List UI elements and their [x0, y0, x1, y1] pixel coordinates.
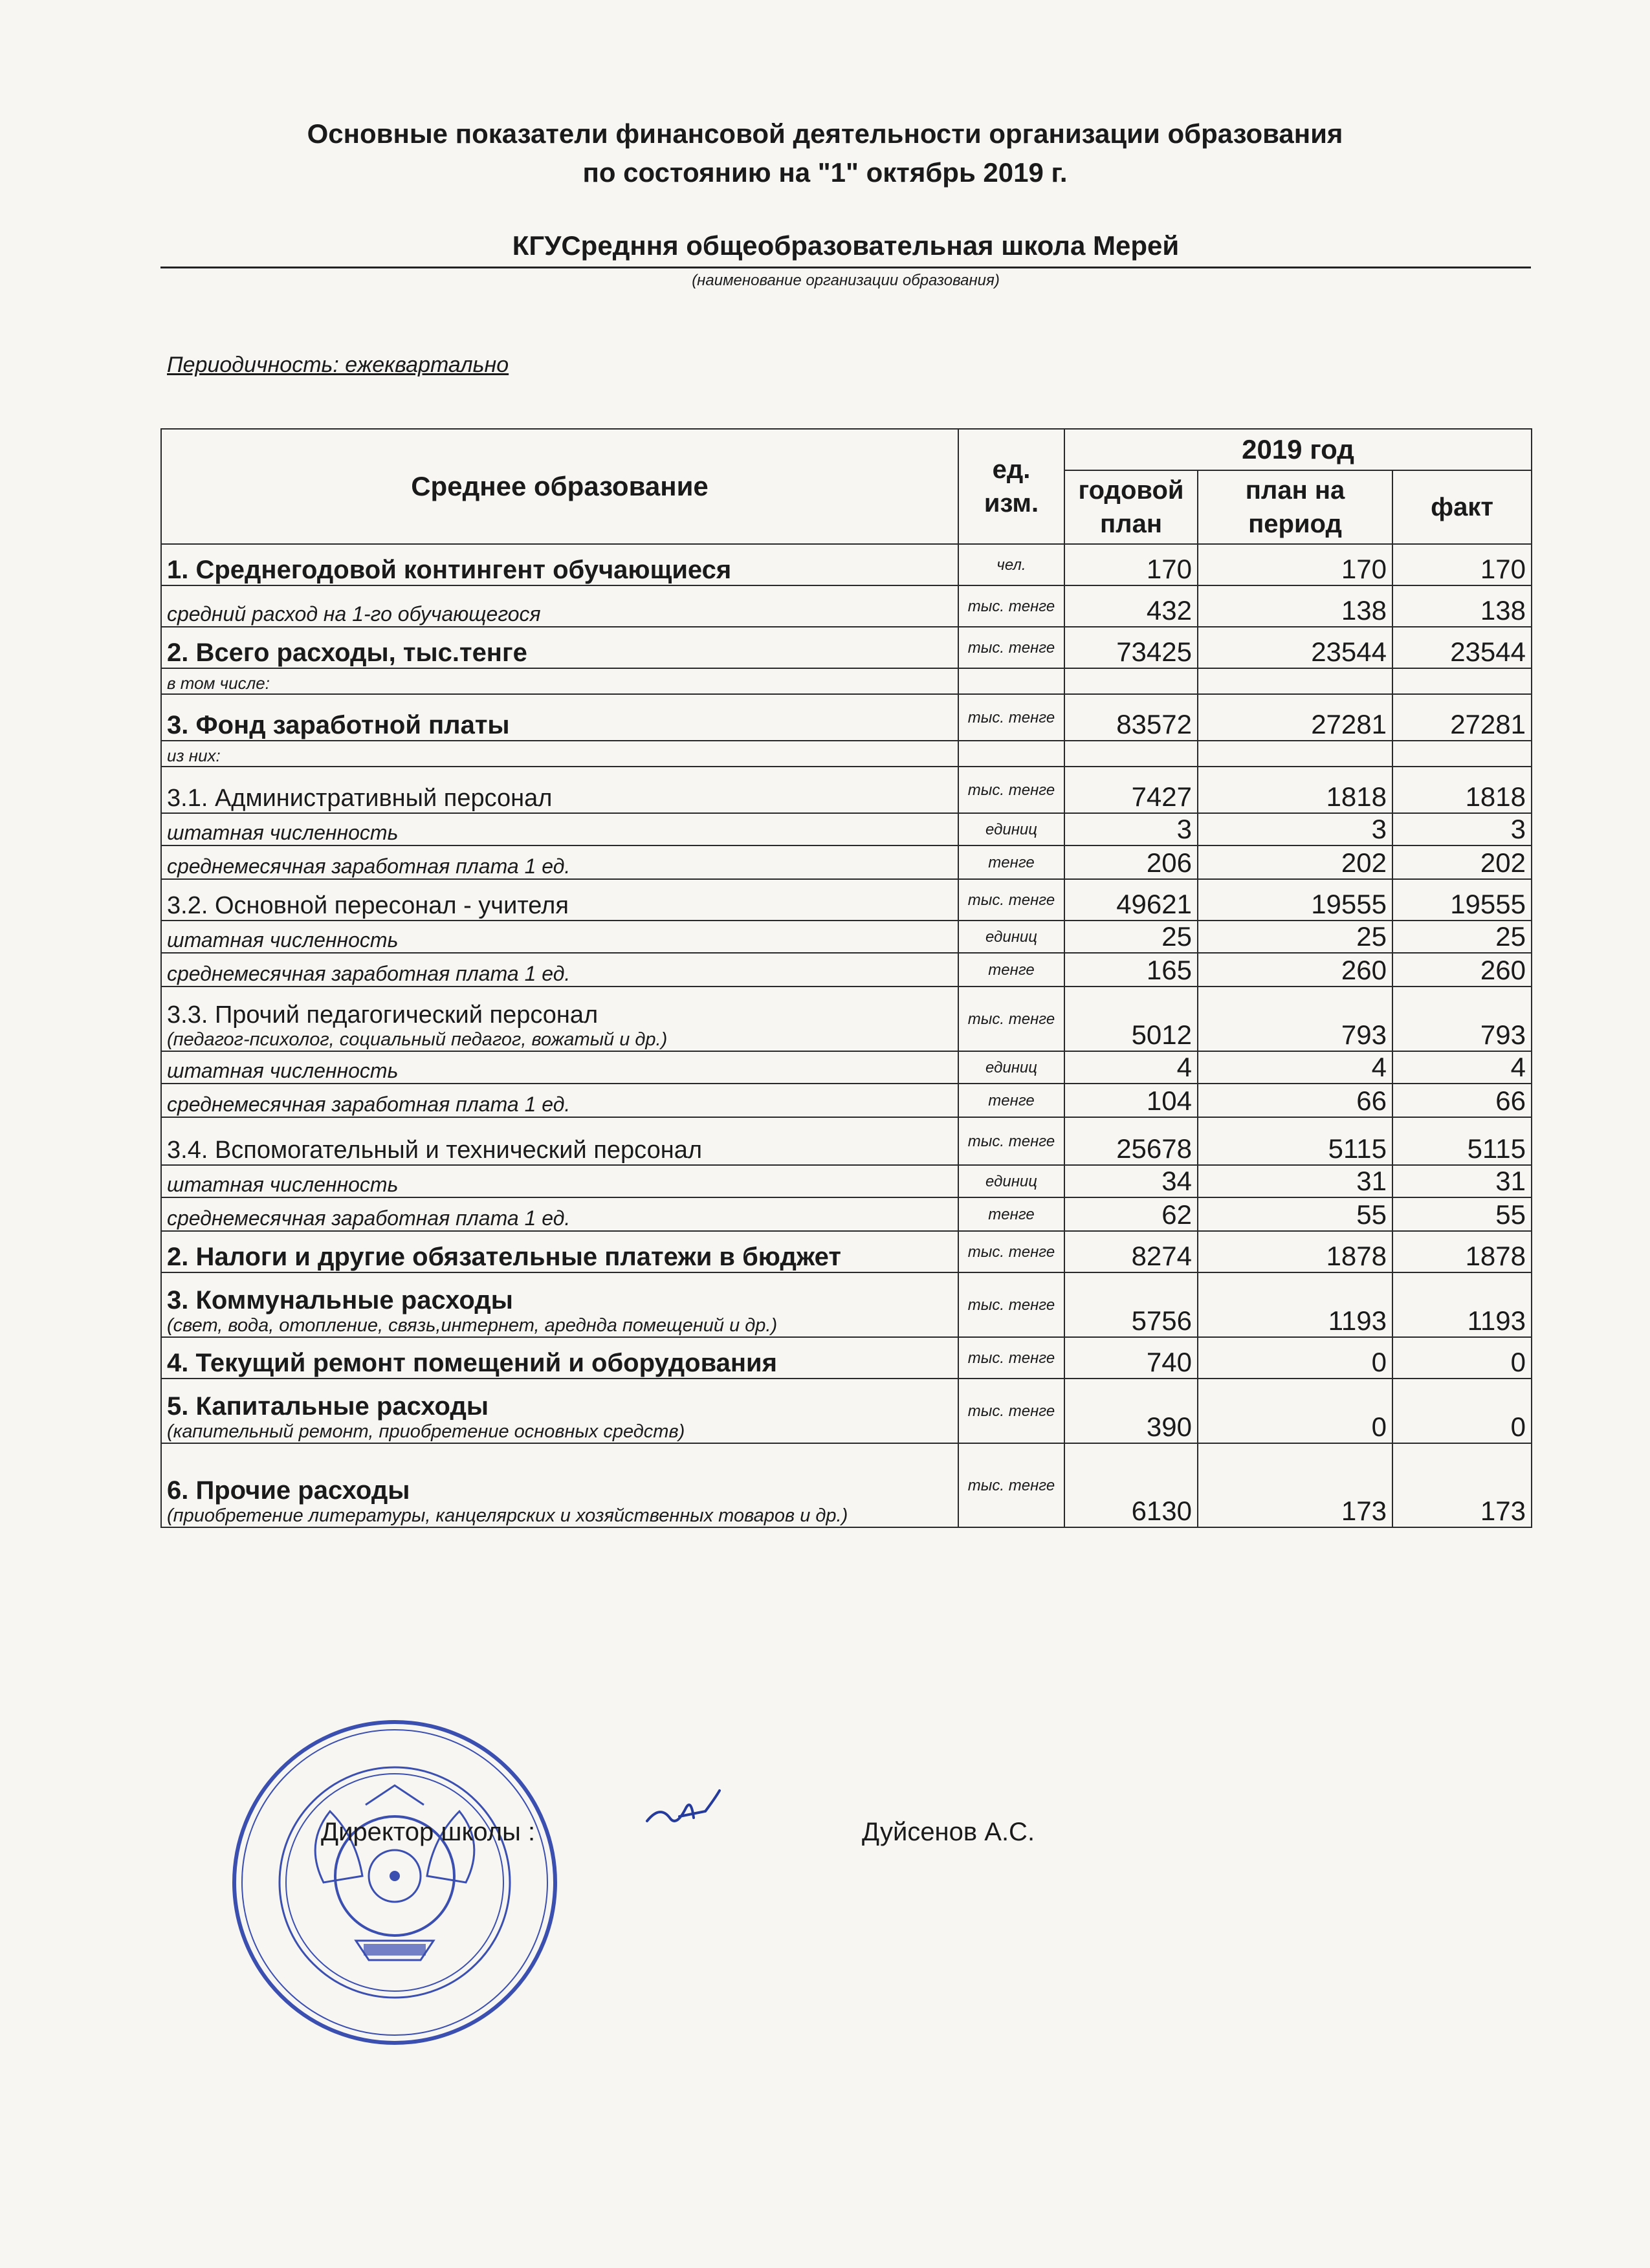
row-label-text: 2. Всего расходы, тыс.тенге	[167, 638, 527, 667]
table-body	[161, 544, 1532, 1527]
unit-cell: тыс. тенге	[958, 1379, 1064, 1443]
row-label-note: (свет, вода, отопление, связь,интернет, ареднда помещений и др.)	[167, 1315, 778, 1336]
table-row	[161, 1231, 1532, 1272]
unit-cell: тенге	[958, 953, 1064, 987]
table-row	[161, 544, 1532, 585]
header-title-cell: Среднее образование	[161, 429, 958, 544]
fact-cell: 4	[1392, 1051, 1532, 1084]
unit-cell: единиц	[958, 1051, 1064, 1084]
row-label	[161, 1084, 958, 1117]
table-row	[161, 1197, 1532, 1231]
period-plan-cell: 793	[1198, 987, 1392, 1051]
table-row	[161, 1084, 1532, 1117]
fact-cell: 1193	[1392, 1272, 1532, 1337]
row-label-text: 5. Капитальные расходы	[167, 1392, 489, 1421]
period-plan-cell	[1198, 668, 1392, 694]
row-label-text: среднемесячная заработная плата 1 ед.	[167, 1093, 571, 1116]
fact-cell: 23544	[1392, 627, 1532, 668]
row-label-text: 3.4. Вспомогательный и технический персонал	[167, 1137, 703, 1164]
director-name: Дуйсенов А.С.	[862, 1818, 1035, 1846]
period-plan-cell: 23544	[1198, 627, 1392, 668]
row-label-text: из них:	[167, 746, 221, 765]
row-label	[161, 1165, 958, 1197]
row-label-text: штатная численность	[167, 1173, 399, 1196]
annual-plan-cell: 432	[1064, 585, 1198, 627]
row-label-text: 3. Коммунальные расходы	[167, 1286, 513, 1314]
fact-cell: 138	[1392, 585, 1532, 627]
annual-plan-cell: 390	[1064, 1379, 1198, 1443]
row-label-note: (приобретение литературы, канцелярских и хозяйственных товаров и др.)	[167, 1505, 848, 1526]
fact-cell: 27281	[1392, 694, 1532, 741]
period-plan-cell: 4	[1198, 1051, 1392, 1084]
table-row	[161, 1379, 1532, 1443]
annual-plan-cell: 740	[1064, 1337, 1198, 1379]
row-label-text: 1. Среднегодовой контингент обучающиеся	[167, 556, 732, 584]
table-row	[161, 585, 1532, 627]
table-row	[161, 987, 1532, 1051]
financial-table	[160, 428, 1532, 1528]
annual-plan-cell: 5012	[1064, 987, 1198, 1051]
header-fact-cell: факт	[1392, 470, 1532, 544]
period-plan-cell: 0	[1198, 1337, 1392, 1379]
unit-cell: тыс. тенге	[958, 879, 1064, 921]
table-row	[161, 694, 1532, 741]
period-plan-cell: 138	[1198, 585, 1392, 627]
annual-plan-cell: 4	[1064, 1051, 1198, 1084]
fact-cell: 3	[1392, 813, 1532, 845]
period-plan-cell: 19555	[1198, 879, 1392, 921]
row-label	[161, 1051, 958, 1084]
row-label	[161, 1231, 958, 1272]
period-plan-cell: 3	[1198, 813, 1392, 845]
periodicity: Периодичность: ежеквартально	[167, 353, 509, 377]
unit-cell	[958, 741, 1064, 767]
table-row	[161, 1165, 1532, 1197]
row-label	[161, 953, 958, 987]
fact-cell: 170	[1392, 544, 1532, 585]
annual-plan-cell: 8274	[1064, 1231, 1198, 1272]
table-row	[161, 668, 1532, 694]
annual-plan-cell: 170	[1064, 544, 1198, 585]
row-label-text: 4. Текущий ремонт помещений и оборудования	[167, 1349, 777, 1377]
table-row	[161, 953, 1532, 987]
unit-cell: тыс. тенге	[958, 767, 1064, 813]
fact-cell: 1818	[1392, 767, 1532, 813]
row-label-text: среднемесячная заработная плата 1 ед.	[167, 855, 571, 878]
annual-plan-cell: 25678	[1064, 1117, 1198, 1165]
row-label	[161, 1272, 958, 1337]
row-label-text: штатная численность	[167, 1059, 399, 1082]
row-label-note: (капительный ремонт, приобретение основных средств)	[167, 1421, 685, 1442]
period-plan-cell: 0	[1198, 1379, 1392, 1443]
period-plan-cell: 1818	[1198, 767, 1392, 813]
unit-cell: тыс. тенге	[958, 585, 1064, 627]
document-subtitle: по состоянию на "1" октябрь 2019 г.	[582, 157, 1068, 188]
unit-cell: единиц	[958, 921, 1064, 953]
annual-plan-cell	[1064, 668, 1198, 694]
table-row	[161, 1117, 1532, 1165]
period-plan-cell: 173	[1198, 1443, 1392, 1527]
unit-cell: тыс. тенге	[958, 1443, 1064, 1527]
row-label	[161, 585, 958, 627]
table-row	[161, 1337, 1532, 1379]
fact-cell: 173	[1392, 1443, 1532, 1527]
fact-cell: 202	[1392, 845, 1532, 879]
header-unit-cell: ед. изм.	[958, 429, 1064, 544]
fact-cell	[1392, 741, 1532, 767]
fact-cell: 19555	[1392, 879, 1532, 921]
row-label	[161, 813, 958, 845]
header-year-cell: 2019 год	[1064, 429, 1532, 470]
unit-cell: тыс. тенге	[958, 987, 1064, 1051]
row-label	[161, 694, 958, 741]
fact-cell: 1878	[1392, 1231, 1532, 1272]
annual-plan-cell: 49621	[1064, 879, 1198, 921]
row-label-text: в том числе:	[167, 673, 270, 693]
fact-cell: 55	[1392, 1197, 1532, 1231]
row-label-text: 3. Фонд заработной платы	[167, 711, 510, 739]
row-label	[161, 879, 958, 921]
annual-plan-cell	[1064, 741, 1198, 767]
table-row	[161, 1051, 1532, 1084]
row-label	[161, 741, 958, 767]
row-label-text: 6. Прочие расходы	[167, 1476, 410, 1505]
row-label-text: средний расход на 1-го обучающегося	[167, 602, 541, 626]
table-row	[161, 741, 1532, 767]
unit-cell: тыс. тенге	[958, 1231, 1064, 1272]
fact-cell: 66	[1392, 1084, 1532, 1117]
unit-cell: тенге	[958, 845, 1064, 879]
row-label-text: среднемесячная заработная плата 1 ед.	[167, 962, 571, 985]
row-label-text: 3.2. Основной пересонал - учителя	[167, 892, 569, 919]
unit-cell: тыс. тенге	[958, 627, 1064, 668]
row-label-text: штатная численность	[167, 928, 399, 952]
unit-cell: тенге	[958, 1084, 1064, 1117]
table-row	[161, 627, 1532, 668]
unit-cell	[958, 668, 1064, 694]
annual-plan-cell: 5756	[1064, 1272, 1198, 1337]
period-plan-cell: 1878	[1198, 1231, 1392, 1272]
row-label-text: среднемесячная заработная плата 1 ед.	[167, 1206, 571, 1230]
row-label-note: (педагог-психолог, социальный педагог, вожатый и др.)	[167, 1029, 668, 1050]
fact-cell: 5115	[1392, 1117, 1532, 1165]
annual-plan-cell: 6130	[1064, 1443, 1198, 1527]
annual-plan-cell: 73425	[1064, 627, 1198, 668]
annual-plan-cell: 104	[1064, 1084, 1198, 1117]
row-label-text: штатная численность	[167, 821, 399, 844]
fact-cell: 793	[1392, 987, 1532, 1051]
row-label	[161, 1337, 958, 1379]
annual-plan-cell: 34	[1064, 1165, 1198, 1197]
period-plan-cell: 55	[1198, 1197, 1392, 1231]
director-signature	[641, 1785, 725, 1837]
header-annual-plan-cell: годовой план	[1064, 470, 1198, 544]
fact-cell	[1392, 668, 1532, 694]
fact-cell: 260	[1392, 953, 1532, 987]
header-period-plan-cell: план на период	[1198, 470, 1392, 544]
period-plan-cell: 31	[1198, 1165, 1392, 1197]
unit-cell: единиц	[958, 1165, 1064, 1197]
row-label	[161, 845, 958, 879]
row-label	[161, 767, 958, 813]
period-plan-cell	[1198, 741, 1392, 767]
row-label	[161, 627, 958, 668]
row-label	[161, 1379, 958, 1443]
row-label-text: 3.1. Административный персонал	[167, 785, 553, 812]
annual-plan-cell: 3	[1064, 813, 1198, 845]
period-plan-cell: 66	[1198, 1084, 1392, 1117]
unit-cell: тыс. тенге	[958, 1272, 1064, 1337]
row-label	[161, 921, 958, 953]
period-plan-cell: 202	[1198, 845, 1392, 879]
annual-plan-cell: 165	[1064, 953, 1198, 987]
period-plan-cell: 170	[1198, 544, 1392, 585]
unit-cell: тенге	[958, 1197, 1064, 1231]
unit-cell: единиц	[958, 813, 1064, 845]
fact-cell: 25	[1392, 921, 1532, 953]
row-label	[161, 1443, 958, 1527]
fact-cell: 0	[1392, 1337, 1532, 1379]
row-label	[161, 987, 958, 1051]
annual-plan-cell: 25	[1064, 921, 1198, 953]
annual-plan-cell: 62	[1064, 1197, 1198, 1231]
row-label	[161, 544, 958, 585]
fact-cell: 31	[1392, 1165, 1532, 1197]
fact-cell: 0	[1392, 1379, 1532, 1443]
unit-cell: тыс. тенге	[958, 694, 1064, 741]
organization-underline	[160, 267, 1531, 268]
table-row	[161, 845, 1532, 879]
unit-cell: тыс. тенге	[958, 1337, 1064, 1379]
annual-plan-cell: 83572	[1064, 694, 1198, 741]
period-plan-cell: 260	[1198, 953, 1392, 987]
row-label	[161, 668, 958, 694]
document-title: Основные показатели финансовой деятельности организации образования	[307, 118, 1343, 149]
table-row	[161, 1443, 1532, 1527]
period-plan-cell: 5115	[1198, 1117, 1392, 1165]
row-label	[161, 1197, 958, 1231]
table-row	[161, 921, 1532, 953]
annual-plan-cell: 206	[1064, 845, 1198, 879]
table-row	[161, 879, 1532, 921]
organization-name: КГУСредння общеобразовательная школа Мерей	[512, 230, 1180, 261]
period-plan-cell: 1193	[1198, 1272, 1392, 1337]
period-plan-cell: 27281	[1198, 694, 1392, 741]
period-plan-cell: 25	[1198, 921, 1392, 953]
row-label	[161, 1117, 958, 1165]
annual-plan-cell: 7427	[1064, 767, 1198, 813]
unit-cell: чел.	[958, 544, 1064, 585]
unit-cell: тыс. тенге	[958, 1117, 1064, 1165]
official-seal-stamp	[226, 1714, 563, 2051]
row-label-text: 3.3. Прочий педагогический персонал	[167, 1001, 599, 1029]
table-row	[161, 1272, 1532, 1337]
row-label-text: 2. Налоги и другие обязательные платежи в бюджет	[167, 1243, 841, 1271]
table-row	[161, 767, 1532, 813]
organization-caption: (наименование организации образования)	[692, 272, 1000, 289]
director-label: Директор школы :	[321, 1818, 536, 1846]
table-row	[161, 813, 1532, 845]
